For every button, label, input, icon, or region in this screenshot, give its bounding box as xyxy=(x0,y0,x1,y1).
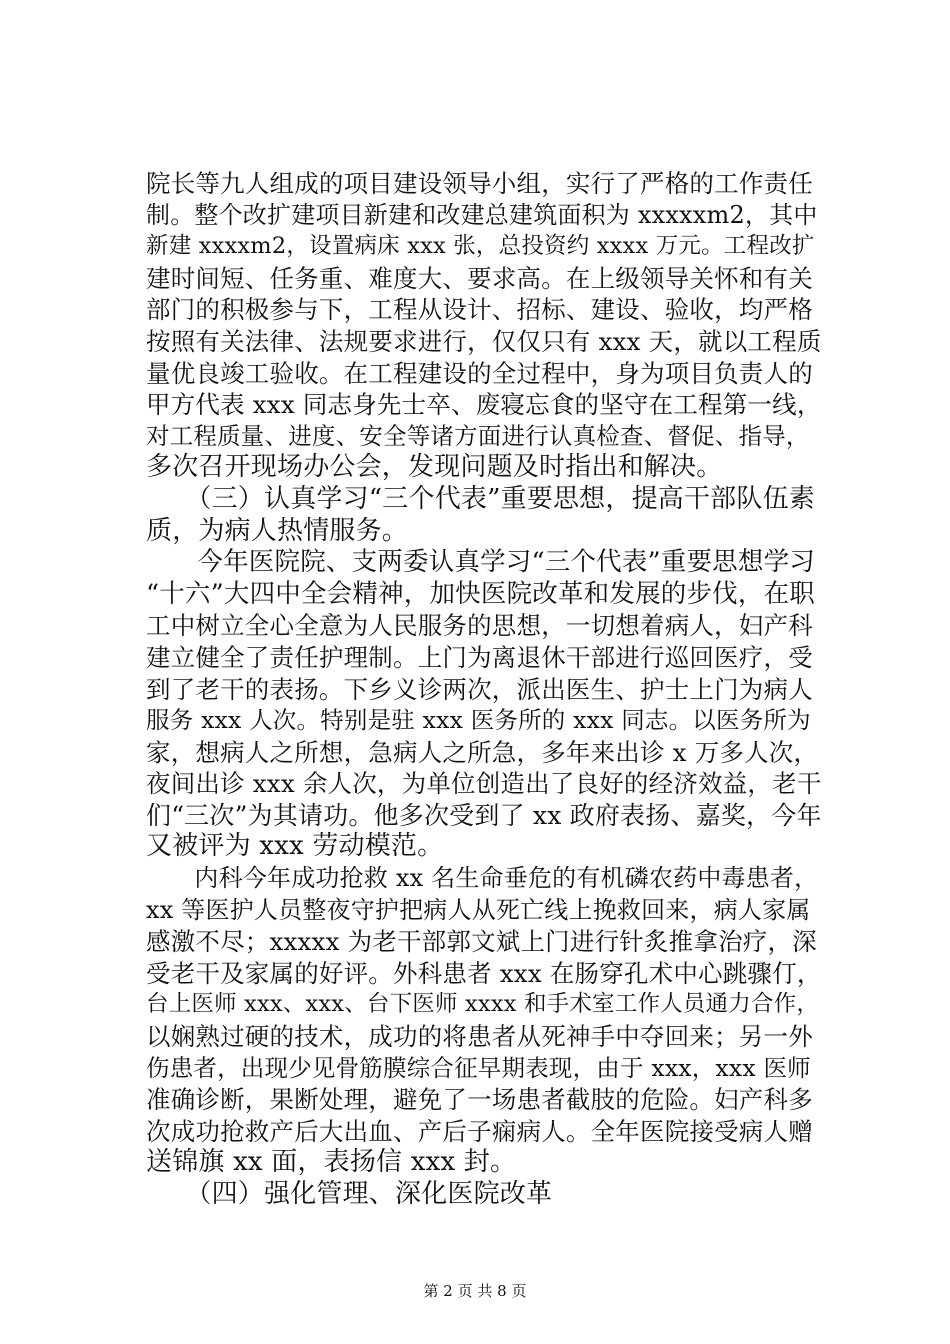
text-line: 次成功抢救产后大出血、产后子痫病人。全年医院接受病人赠 xyxy=(146,1116,813,1146)
text-line: 们“三次”为其请功。他多次受到了 xx 政府表扬、嘉奖，今年 xyxy=(146,800,822,830)
text-line: 建立健全了责任护理制。上门为离退休干部进行巡回医疗，受 xyxy=(146,642,813,672)
text-line: 送锦旗 xx 面，表扬信 xxx 封。 xyxy=(146,1147,517,1178)
text-line: 今年医院院、支两委认真学习“三个代表”重要思想学习 xyxy=(146,547,815,578)
text-line: 量优良竣工验收。在工程建设的全过程中，身为项目负责人的 xyxy=(146,358,813,388)
text-line: 夜间出诊 xxx 余人次，为单位创造出了良好的经济效益，老干 xyxy=(146,769,822,799)
text-line: （三）认真学习“三个代表”重要思想，提高干部队伍素 xyxy=(146,483,815,514)
text-line: 内科今年成功抢救 xx 名生命垂危的有机磷农药中毒患者， xyxy=(146,864,819,893)
text-line: 按照有关法律、法规要求进行，仅仅只有 xxx 天，就以工程质 xyxy=(146,326,822,356)
text-line: 服务 xxx 人次。特别是驻 xxx 医务所的 xxx 同志。以医务所为 xyxy=(146,706,811,735)
text-line: 甲方代表 xxx 同志身先士卒、废寝忘食的坚守在工程第一线， xyxy=(146,390,822,420)
text-line: 以娴熟过硬的技术，成功的将患者从死神手中夺回来；另一外 xyxy=(146,1022,813,1052)
text-line: 家，想病人之所想，急病人之所急，多年来出诊 x 万多人次， xyxy=(146,737,819,767)
text-line: 工中树立全心全意为人民服务的思想，一切想着病人，妇产科 xyxy=(146,611,813,641)
text-line: 受老干及家属的好评。外科患者 xxx 在肠穿孔术中心跳骤仃， xyxy=(146,958,822,988)
text-line: 又被评为 xxx 劳动模范。 xyxy=(146,831,444,862)
text-line: （四）强化管理、深化医院改革 xyxy=(146,1179,553,1209)
text-line: 多次召开现场办公会，发现问题及时指出和解决。 xyxy=(146,452,723,483)
body-text xyxy=(146,168,822,1211)
text-line: 到了老干的表扬。下乡义诊两次，派出医生、护士上门为病人 xyxy=(146,674,813,704)
text-line: 制。整个改扩建项目新建和改建总建筑面积为 xxxxxm2，其中 xyxy=(146,200,818,229)
text-line: 准确诊断，果断处理，避免了一场患者截肢的危险。妇产科多 xyxy=(146,1085,813,1115)
text-line: 对工程质量、进度、安全等诸方面进行认真检查、督促、指导， xyxy=(146,421,810,450)
text-line: xx 等医护人员整夜守护把病人从死亡线上挽救回来，病人家属 xyxy=(146,895,811,924)
text-line: 新建 xxxxm2，设置病床 xxx 张，总投资约 xxxx 万元。工程改扩 xyxy=(146,233,815,260)
text-line: 建时间短、任务重、难度大、要求高。在上级领导关怀和有关 xyxy=(146,263,813,293)
text-line: 伤患者，出现少见骨筋膜综合征早期表现，由于 xxx，xxx 医师 xyxy=(146,1053,811,1082)
text-line: 质，为病人热情服务。 xyxy=(146,515,409,546)
text-line: 院长等九人组成的项目建设领导小组，实行了严格的工作责任 xyxy=(146,169,813,198)
page-footer: 第 2 页 共 8 页 xyxy=(423,1282,527,1300)
text-line: 台上医师 xxx、xxx、台下医师 xxxx 和手术室工作人员通力合作， xyxy=(146,991,820,1018)
text-line: 部门的积极参与下，工程从设计、招标、建设、验收，均严格 xyxy=(146,295,813,325)
text-line: 感激不尽；xxxxx 为老干部郭文斌上门进行针炙推拿治疗，深 xyxy=(146,927,817,957)
text-line: “十六”大四中全会精神，加快医院改革和发展的步伐，在职 xyxy=(146,578,815,609)
